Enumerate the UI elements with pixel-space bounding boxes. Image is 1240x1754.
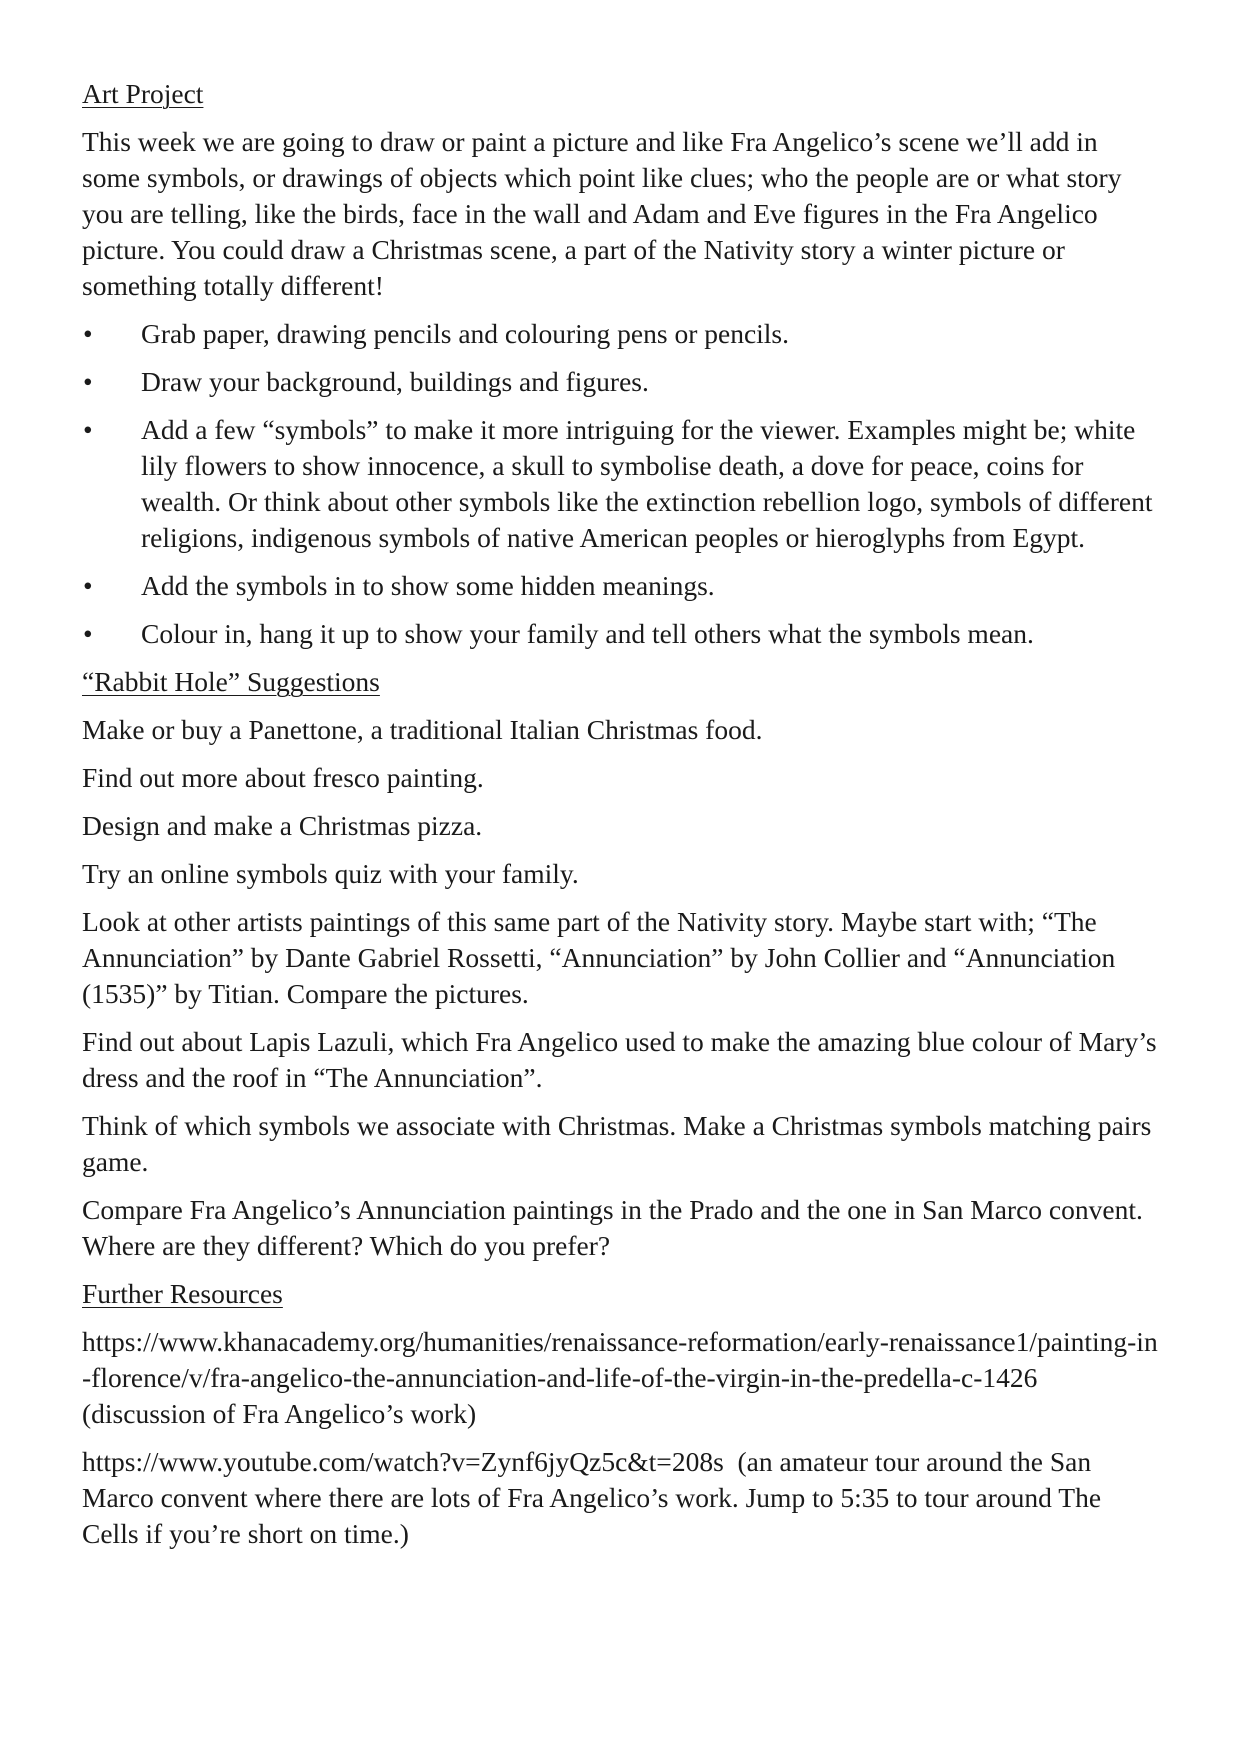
resource-item [82,1324,1162,1432]
step-item [82,568,1162,604]
step-text: Colour in, hang it up to show your family and tell others what the symbols mean. [141,618,1034,649]
rabbit-hole-item: Make or buy a Panettone, a traditional Italian Christmas food. [82,714,763,745]
resource-item [82,1444,1162,1552]
step-text: Draw your background, buildings and figures. [141,366,649,397]
document-page [82,76,1162,1564]
rabbit-hole-item: Try an online symbols quiz with your family. [82,858,579,889]
step-text: Add the symbols in to show some hidden meanings. [141,570,715,601]
art-project-heading: Art Project [82,78,204,109]
rabbit-hole-item: Compare Fra Angelico’s Annunciation paintings in the Prado and the one in San Marco convent. Where are they different? Which do you prefer? [82,1194,1143,1261]
step-item [82,412,1162,556]
rabbit-hole-item: Design and make a Christmas pizza. [82,810,483,841]
rabbit-hole-item: Think of which symbols we associate with Christmas. Make a Christmas symbols matching pairs game. [82,1110,1152,1177]
step-item [82,316,1162,352]
bullet-icon: • [83,318,93,349]
step-text: Add a few “symbols” to make it more intriguing for the viewer. Examples might be; white lily flowers to show innocence, a skull to symbolise death, a dove for peace, coins for wealth. Or think about other symbols like the extinction rebellion logo, symbols of different religions, indigenous symbols of native American peoples or hieroglyphs from Egypt. [141,414,1153,553]
bullet-icon: • [83,618,93,649]
step-item [82,616,1162,652]
bullet-icon: • [83,414,93,445]
resource-note: (discussion of Fra Angelico’s work) [82,1398,477,1429]
step-item [82,364,1162,400]
bullet-icon: • [83,366,93,397]
art-project-intro: This week we are going to draw or paint a picture and like Fra Angelico’s scene we’ll add in some symbols, or drawings of objects which point like clues; who the people are or what story you are telling, like the birds, face in the wall and Adam and Eve figures in the Fra Angelico picture. You could draw a Christmas scene, a part of the Nativity story a winter picture or something totally different! [82,126,1122,301]
rabbit-hole-item: Find out about Lapis Lazuli, which Fra Angelico used to make the amazing blue colour of Mary’s dress and the roof in “The Annunciation”. [82,1026,1157,1093]
rabbit-hole-heading: “Rabbit Hole” Suggestions [82,666,380,697]
bullet-icon: • [83,570,93,601]
resource-url: https://www.youtube.com/watch?v=Zynf6jyQz5c&t=208s [82,1446,724,1477]
rabbit-hole-item: Find out more about fresco painting. [82,762,484,793]
art-project-steps [82,316,1162,652]
rabbit-hole-item: Look at other artists paintings of this same part of the Nativity story. Maybe start with; “The Annunciation” by Dante Gabriel Rossetti, “Annunciation” by John Collier and “Annunciation (1535)” by Titian. Compare the pictures. [82,906,1116,1009]
resource-url: https://www.khanacademy.org/humanities/renaissance-reformation/early-renaissance1/painting-in-florence/v/fra-angelico-the-annunciation-and-life-of-the-virgin-in-the-predella-c-1426 [82,1326,1158,1393]
resource-note: (an amateur tour around the San Marco convent where there are lots of Fra Angelico’s work. Jump to 5:35 to tour around The Cells if you’re short on time.) [82,1446,1108,1549]
step-text: Grab paper, drawing pencils and colouring pens or pencils. [141,318,790,349]
further-resources-heading: Further Resources [82,1278,283,1309]
